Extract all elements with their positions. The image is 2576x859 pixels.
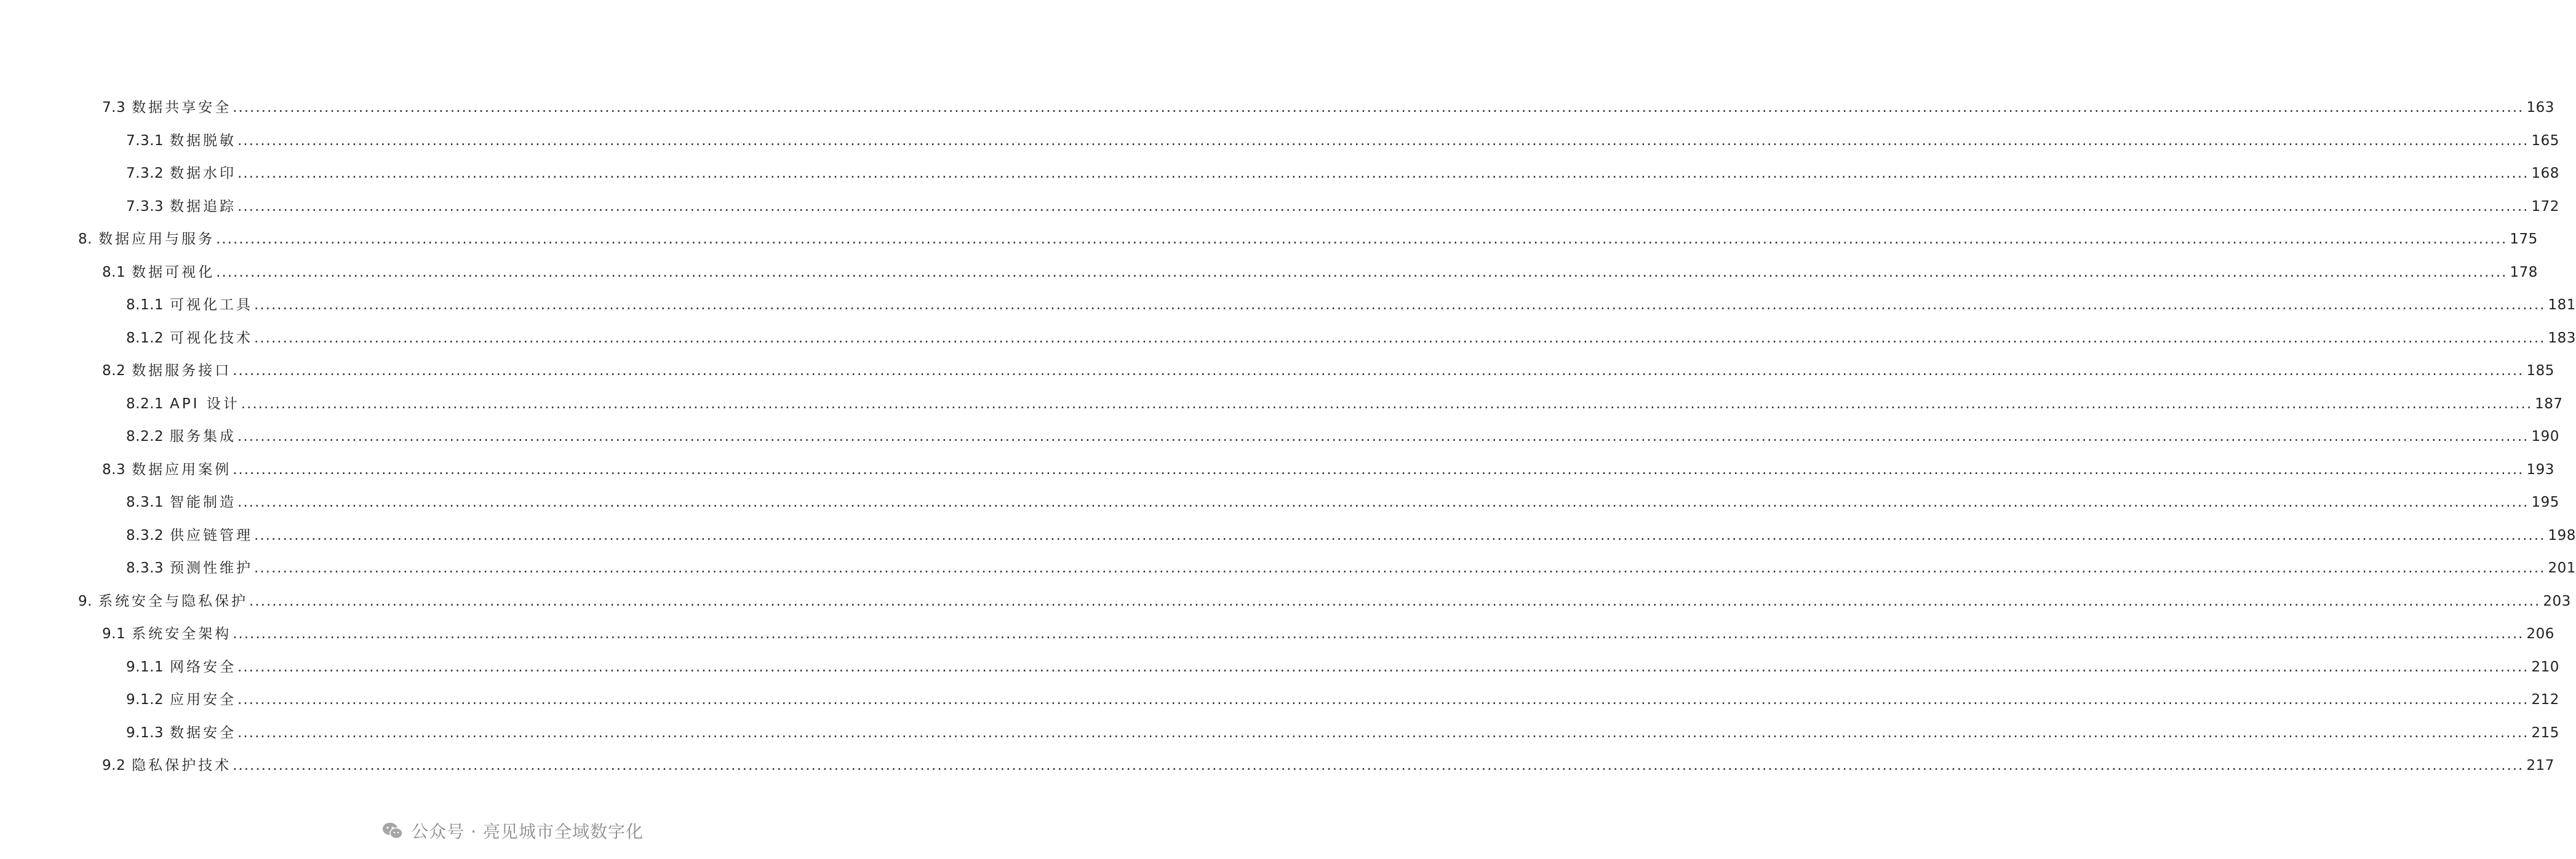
toc-entry-page-number: 195 [2531, 494, 2559, 510]
toc-entry[interactable] [0, 585, 2571, 619]
toc-dot-leader: ................................................................................................................................................................................................................................................................................................................................................................................................................ [233, 100, 2524, 116]
toc-dot-leader: ................................................................................................................................................................................................................................................................................................................................................................................................................ [254, 560, 2546, 576]
toc-entry[interactable] [0, 191, 2559, 224]
toc-entry-number: 8.1.2 [126, 330, 164, 346]
toc-entry-title: 系统安全架构 [132, 626, 232, 642]
toc-entry-title: 数据安全 [170, 724, 237, 741]
toc-entry-page-number: 181 [2548, 297, 2576, 313]
toc-dot-leader: ................................................................................................................................................................................................................................................................................................................................................................................................................ [254, 330, 2546, 346]
toc-dot-leader: ................................................................................................................................................................................................................................................................................................................................................................................................................ [237, 165, 2529, 181]
toc-dot-leader: ................................................................................................................................................................................................................................................................................................................................................................................................................ [237, 198, 2529, 215]
wechat-icon [381, 821, 404, 840]
toc-dot-leader: ................................................................................................................................................................................................................................................................................................................................................................................................................ [216, 264, 2508, 280]
toc-entry-number: 9.1.1 [126, 659, 164, 675]
toc-entry-title: 可视化技术 [170, 330, 253, 346]
toc-entry-number: 7.3.1 [126, 132, 164, 149]
toc-entry-page-number: 206 [2526, 626, 2554, 642]
toc-entry-page-number: 183 [2548, 330, 2576, 346]
toc-entry-title: 数据水印 [170, 165, 237, 181]
toc-entry-title: 供应链管理 [170, 527, 253, 544]
toc-entry-page-number: 193 [2526, 461, 2554, 478]
toc-entry-title: 预测性维护 [170, 560, 253, 576]
toc-entry[interactable] [0, 520, 2576, 553]
toc-entry[interactable] [0, 486, 2559, 520]
toc-entry[interactable] [0, 750, 2554, 783]
toc-entry-number: 9. [78, 593, 92, 609]
toc-entry-page-number: 201 [2548, 560, 2576, 576]
toc-dot-leader: ................................................................................................................................................................................................................................................................................................................................................................................................................ [215, 231, 2508, 247]
toc-dot-leader: ................................................................................................................................................................................................................................................................................................................................................................................................................ [249, 593, 2541, 609]
toc-entry-number: 9.1.3 [126, 724, 164, 741]
toc-entry-page-number: 175 [2510, 231, 2538, 247]
toc-entry-page-number: 212 [2531, 692, 2559, 708]
toc-entry-title: 智能制造 [170, 494, 237, 510]
toc-entry-title: 数据共享安全 [132, 100, 232, 116]
toc-entry-page-number: 210 [2531, 659, 2559, 675]
toc-dot-leader: ................................................................................................................................................................................................................................................................................................................................................................................................................ [233, 626, 2524, 642]
toc-entry-number: 8.2.1 [126, 395, 164, 412]
toc-entry[interactable] [0, 618, 2554, 651]
toc-entry[interactable] [0, 289, 2576, 322]
toc-entry-page-number: 198 [2548, 527, 2576, 544]
table-of-contents [0, 92, 2576, 783]
toc-entry-number: 9.2 [102, 758, 126, 774]
toc-entry-title: 服务集成 [170, 429, 237, 445]
toc-entry-title: 网络安全 [170, 659, 237, 675]
toc-entry[interactable] [0, 388, 2563, 421]
toc-entry[interactable] [0, 454, 2554, 487]
toc-dot-leader: ................................................................................................................................................................................................................................................................................................................................................................................................................ [254, 527, 2546, 544]
toc-dot-leader: ................................................................................................................................................................................................................................................................................................................................................................................................................ [237, 692, 2529, 708]
toc-entry-number: 8. [78, 231, 92, 247]
watermark-text: 公众号 · 亮见城市全域数字化 [411, 821, 644, 842]
toc-dot-leader: ................................................................................................................................................................................................................................................................................................................................................................................................................ [254, 297, 2546, 313]
toc-entry[interactable] [0, 552, 2576, 585]
toc-entry-number: 7.3 [102, 100, 126, 116]
toc-entry[interactable] [0, 223, 2538, 256]
toc-entry[interactable] [0, 355, 2554, 388]
toc-entry-number: 8.3.2 [126, 527, 164, 544]
toc-dot-leader: ................................................................................................................................................................................................................................................................................................................................................................................................................ [237, 659, 2529, 675]
toc-entry[interactable] [0, 92, 2554, 125]
toc-dot-leader: ................................................................................................................................................................................................................................................................................................................................................................................................................ [233, 461, 2524, 478]
toc-entry-number: 8.2.2 [126, 429, 164, 445]
toc-entry-page-number: 187 [2535, 395, 2563, 412]
toc-entry-page-number: 203 [2543, 593, 2571, 609]
toc-entry-title: 数据服务接口 [132, 363, 232, 379]
toc-entry-title: 数据脱敏 [170, 132, 237, 149]
toc-entry-page-number: 190 [2531, 429, 2559, 445]
toc-entry[interactable] [0, 684, 2559, 717]
toc-dot-leader: ................................................................................................................................................................................................................................................................................................................................................................................................................ [237, 724, 2529, 741]
toc-entry-title: 系统安全与隐私保护 [98, 593, 248, 609]
toc-entry-title: 隐私保护技术 [132, 758, 232, 774]
toc-dot-leader: ................................................................................................................................................................................................................................................................................................................................................................................................................ [237, 494, 2529, 510]
toc-entry[interactable] [0, 651, 2559, 684]
toc-entry-number: 8.3.3 [126, 560, 164, 576]
toc-entry-title: API 设计 [170, 395, 240, 412]
toc-entry-title: 可视化工具 [170, 297, 253, 313]
toc-entry-number: 7.3.3 [126, 198, 164, 215]
toc-entry-title: 应用安全 [170, 692, 237, 708]
toc-entry-number: 8.3.1 [126, 494, 164, 510]
toc-entry-page-number: 163 [2526, 100, 2554, 116]
toc-entry-title: 数据可视化 [132, 264, 215, 280]
toc-entry-page-number: 185 [2526, 363, 2554, 379]
toc-entry-number: 8.2 [102, 363, 126, 379]
toc-entry-page-number: 215 [2531, 724, 2559, 741]
toc-entry[interactable] [0, 421, 2559, 454]
toc-entry-title: 数据追踪 [170, 198, 237, 215]
toc-entry-page-number: 168 [2531, 165, 2559, 181]
toc-entry-number: 7.3.2 [126, 165, 164, 181]
toc-dot-leader: ................................................................................................................................................................................................................................................................................................................................................................................................................ [241, 395, 2533, 412]
toc-entry-page-number: 165 [2531, 132, 2559, 149]
toc-entry-title: 数据应用案例 [132, 461, 232, 478]
watermark [381, 818, 644, 843]
toc-entry-page-number: 178 [2510, 264, 2538, 280]
toc-entry-number: 9.1.2 [126, 692, 164, 708]
toc-entry[interactable] [0, 256, 2538, 290]
toc-entry[interactable] [0, 125, 2559, 158]
toc-entry[interactable] [0, 717, 2559, 750]
toc-dot-leader: ................................................................................................................................................................................................................................................................................................................................................................................................................ [237, 429, 2529, 445]
toc-entry-number: 8.1 [102, 264, 126, 280]
toc-entry-page-number: 172 [2531, 198, 2559, 215]
toc-dot-leader: ................................................................................................................................................................................................................................................................................................................................................................................................................ [237, 132, 2529, 149]
toc-entry-page-number: 217 [2526, 758, 2554, 774]
toc-entry-title: 数据应用与服务 [98, 231, 215, 247]
toc-entry[interactable] [0, 157, 2559, 191]
toc-entry[interactable] [0, 322, 2576, 355]
toc-entry-number: 9.1 [102, 626, 126, 642]
toc-dot-leader: ................................................................................................................................................................................................................................................................................................................................................................................................................ [233, 363, 2524, 379]
toc-dot-leader: ................................................................................................................................................................................................................................................................................................................................................................................................................ [233, 758, 2524, 774]
toc-entry-number: 8.3 [102, 461, 126, 478]
toc-entry-number: 8.1.1 [126, 297, 164, 313]
